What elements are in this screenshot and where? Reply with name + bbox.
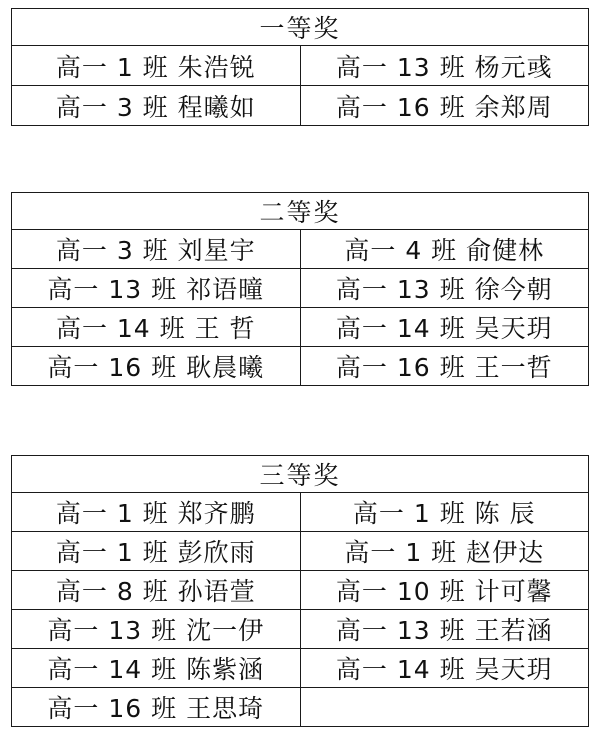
award-entry: 高一 14 班 吴天玥 [300,308,589,347]
award-entry: 高一 16 班 耿晨曦 [12,347,301,386]
third-prize-title: 三等奖 [12,456,589,493]
award-entry-empty [300,688,589,727]
award-entry: 高一 1 班 陈 辰 [300,493,589,532]
award-entry: 高一 16 班 王思琦 [12,688,301,727]
award-entry: 高一 13 班 沈一伊 [12,610,301,649]
second-prize-table [11,192,589,386]
award-entry: 高一 1 班 郑齐鹏 [12,493,301,532]
award-entry: 高一 14 班 王 哲 [12,308,301,347]
award-entry: 高一 13 班 祁语曈 [12,269,301,308]
award-entry: 高一 3 班 刘星宇 [12,230,301,269]
award-entry: 高一 8 班 孙语萱 [12,571,301,610]
award-entry: 高一 14 班 吴天玥 [300,649,589,688]
award-entry: 高一 16 班 王一哲 [300,347,589,386]
first-prize-title: 一等奖 [12,9,589,46]
award-entry: 高一 13 班 徐今朝 [300,269,589,308]
award-entry: 高一 13 班 王若涵 [300,610,589,649]
award-entry: 高一 10 班 计可馨 [300,571,589,610]
first-prize-table [11,8,589,126]
second-prize-title: 二等奖 [12,193,589,230]
award-entry: 高一 16 班 余郑周 [300,86,589,126]
award-entry: 高一 1 班 赵伊达 [300,532,589,571]
award-entry: 高一 1 班 朱浩锐 [12,46,301,86]
award-entry: 高一 3 班 程曦如 [12,86,301,126]
award-entry: 高一 14 班 陈紫涵 [12,649,301,688]
third-prize-table [11,455,589,727]
award-entry: 高一 1 班 彭欣雨 [12,532,301,571]
award-entry: 高一 13 班 杨元彧 [300,46,589,86]
award-entry: 高一 4 班 俞健林 [300,230,589,269]
